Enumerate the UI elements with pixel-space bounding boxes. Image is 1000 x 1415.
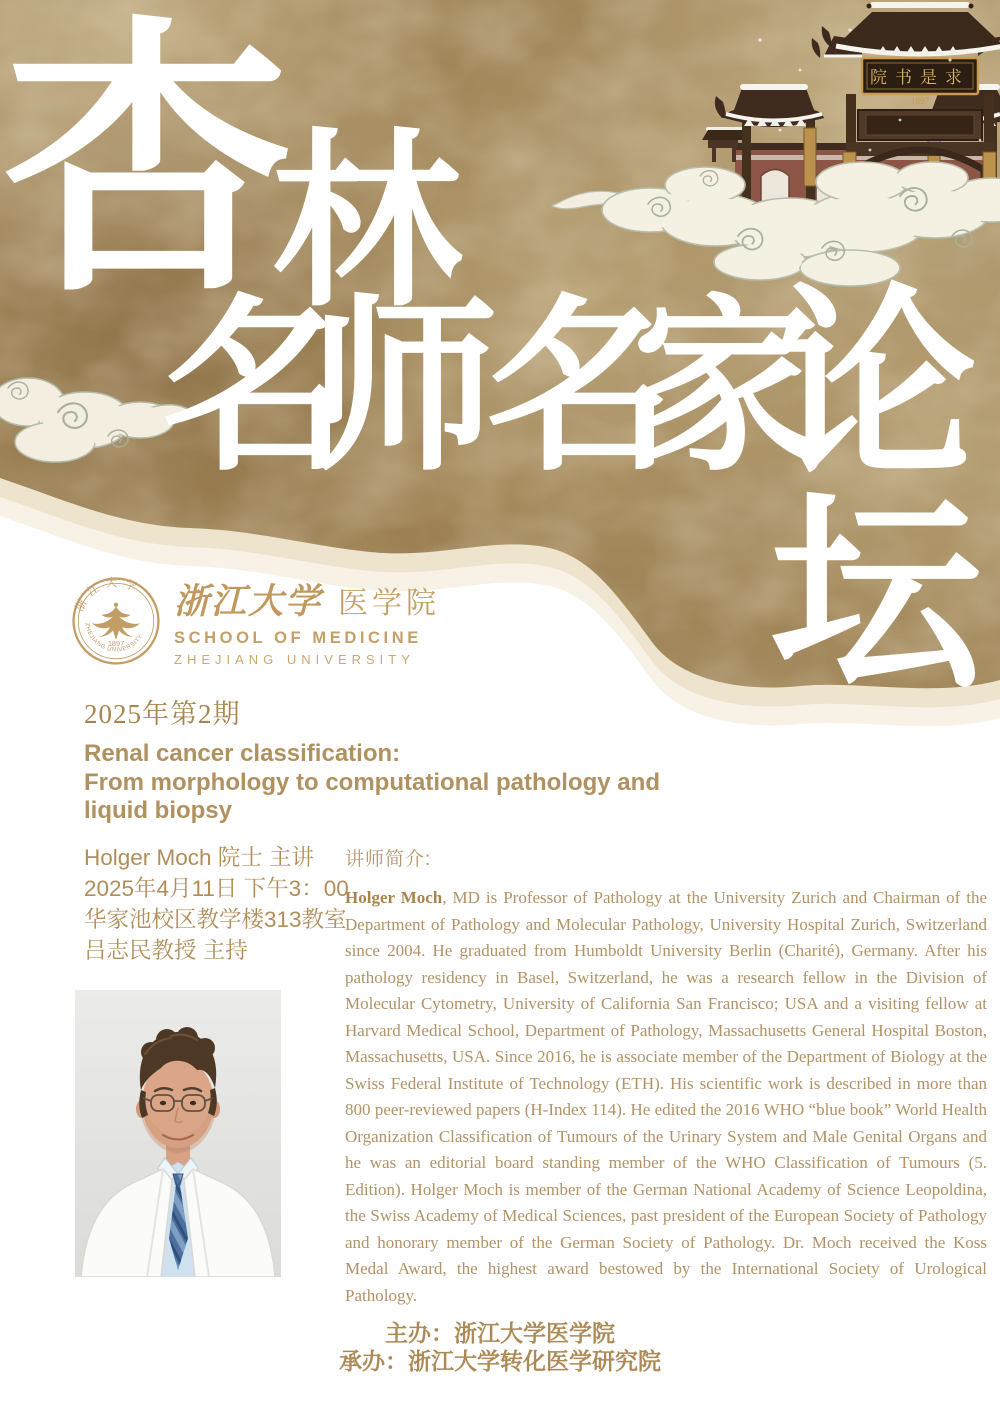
hero-char-shi: 师: [310, 284, 498, 493]
seal-arc-top-text: 浙江大学: [73, 576, 144, 614]
issue-number: 2025年第2期: [84, 699, 241, 729]
archway-plaque-text: 院书是求: [870, 68, 970, 87]
bio-body-text: , MD is Professor of Pathology at the University Zurich and Chairman of the Department of Pathology and Molecular Pathology, University Hospital Zurich, Switzerland since 2004. He graduated from Humboldt University Berlin (Charité), Germany. After his pathology residency in Basel, Switzerland, he was a research fellow in the Division of Molecular Cytometry, University of California San Francisco; USA and a visiting fellow at Harvard Medical School, Department of Pathology, Massachusetts General Hospital Boston, Massachusetts, USA. Since 2016, he is associate member of the Department of Biology at the Swiss Federal Institute of Technology (ETH). His scientific work is described in more than 800 peer-reviewed papers (H-Index 114). He edited the 2016 WHO “blue book” World Health Organization Classification of Tumours of the Urinary System and Male Genital Organs and he was an editorial board standing member of the WHO Classification of Tumours (5. Edition). Holger Moch is member of the German National Academy of Science Leopoldina, the Swiss Academy of Medical Sciences, past president of the European Society of Pathology and honorary member of the German Society of Pathology. Dr. Moch received the Koss Medal Award, the highest award bestowed by the International Society of Urological Pathology.: [345, 888, 987, 1305]
logo-university-name-en: ZHEJIANG UNIVERSITY: [174, 652, 415, 667]
event-details: [84, 842, 349, 966]
bio-paragraph: [345, 885, 987, 1309]
speaker-bio-section: [345, 844, 987, 1309]
lecture-title-line-3: liquid biopsy: [84, 797, 232, 824]
seal-arc-bottom-text: ZHEJIANG UNIVERSITY: [83, 622, 145, 653]
lecture-title-line-2: From morphology to computational pathology and: [84, 768, 660, 796]
hero-char-lun: 论: [772, 274, 977, 501]
logo-school-name-en: SCHOOL OF MEDICINE: [174, 629, 422, 647]
university-seal-icon: [72, 577, 160, 665]
seal-eagle-icon: [92, 606, 140, 640]
archway-plaque-year: 1897: [911, 96, 929, 106]
event-chair-line: 吕志民教授 主持: [84, 938, 248, 963]
hero-char-xing: 杏: [2, 4, 292, 325]
speaker-photo: [75, 990, 281, 1277]
school-logo: [72, 574, 440, 667]
lecture-title: [84, 740, 660, 826]
bio-speaker-name: Holger Moch: [345, 888, 443, 907]
event-location-line: 华家池校区教学楼313教室: [84, 907, 347, 932]
organizer-line: 承办：浙江大学转化医学研究院: [339, 1349, 661, 1374]
hero-char-ming1: 名: [162, 284, 350, 493]
seal-year: 1897: [107, 638, 125, 648]
logo-university-name-cn: 浙江大学: [174, 582, 323, 621]
host-line: 主办：浙江大学医学院: [385, 1321, 615, 1346]
speaker-name-line: Holger Moch 院士 主讲: [84, 845, 315, 870]
hero-char-jia: 家: [632, 284, 820, 493]
hero-char-ming2: 名: [486, 284, 674, 493]
svg-text:浙江大学: [72, 577, 144, 614]
hero-char-tan: 坛: [770, 479, 982, 714]
bio-heading: 讲师简介:: [345, 849, 432, 870]
hero-char-lin: 林: [272, 120, 463, 330]
event-datetime-line: 2025年4月11日 下午3：00: [84, 876, 349, 901]
speaker-portrait-art: [75, 990, 281, 1277]
logo-school-name-cn: 医学院: [338, 587, 441, 620]
lecture-title-line-1: Renal cancer classification:: [84, 740, 401, 767]
organizer-footer: [0, 1320, 1000, 1376]
